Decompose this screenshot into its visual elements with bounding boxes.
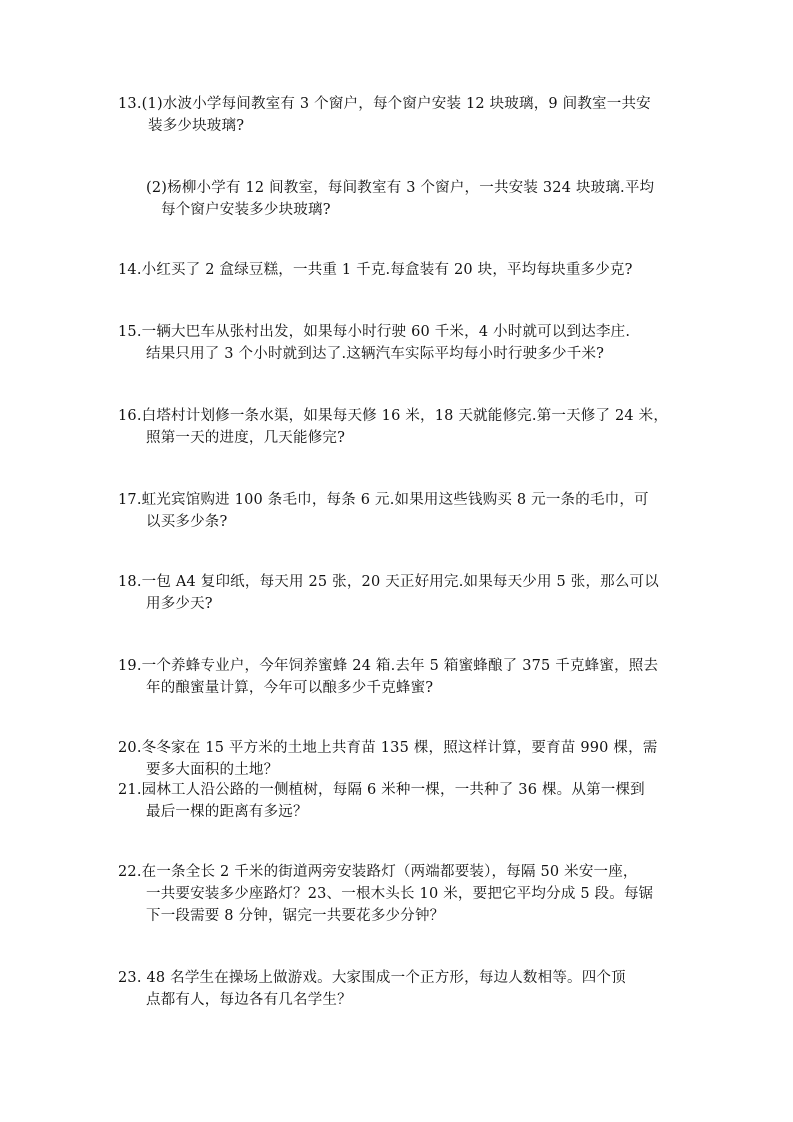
- problem-19-line-1: 19.一个养蜂专业户，今年饲养蜜蜂 24 箱.去年 5 箱蜜蜂酿了 375 千克蜂蜜，照去: [118, 658, 659, 674]
- problem-22-line-3: 下一段需要 8 分钟，锯完一共要花多少分钟？: [146, 908, 445, 924]
- problem-16-line-1: 16.白塔村计划修一条水渠，如果每天修 16 米，18 天就能修完.第一天修了 24 米，: [118, 408, 669, 424]
- problem-23-line-2: 点都有人，每边各有几名学生？: [146, 992, 352, 1008]
- problem-15-line-2: 结果只用了 3 个小时就到达了.这辆汽车实际平均每小时行驶多少千米?: [146, 346, 605, 362]
- problem-21-line-1: 21.园林工人沿公路的一侧植树，每隔 6 米种一棵，一共种了 36 棵。从第一棵到: [118, 782, 645, 798]
- problem-20-line-1: 20.冬冬家在 15 平方米的土地上共育苗 135 棵，照这样计算，要育苗 990 棵，需: [118, 740, 658, 756]
- problem-22-line-1: 22.在一条全长 2 千米的街道两旁安装路灯（两端都要装），每隔 50 米安一座，: [118, 864, 638, 880]
- problem-16-line-2: 照第一天的进度，几天能修完?: [146, 430, 346, 446]
- problem-20-line-2: 要多大面积的土地？: [146, 762, 279, 778]
- problem-13-2-line-2: 每个窗户安装多少块玻璃?: [161, 202, 331, 218]
- problem-13-1-line-1: 13.(1)水波小学每间教室有 3 个窗户，每个窗户安装 12 块玻璃，9 间教室一共安: [118, 96, 651, 112]
- problem-13-1-line-2: 装多少块玻璃?: [148, 118, 245, 134]
- problem-17-line-2: 以买多少条?: [146, 514, 228, 530]
- problem-13-2-line-1: (2)杨柳小学有 12 间教室，每间教室有 3 个窗户，一共安装 324 块玻璃.平均: [146, 180, 655, 196]
- problem-19-line-2: 年的酿蜜量计算，今年可以酿多少千克蜂蜜?: [146, 680, 434, 696]
- problem-21-line-2: 最后一棵的距离有多远？: [146, 804, 308, 820]
- problem-22-line-2: 一共要安装多少座路灯？23、一根木头长 10 米，要把它平均分成 5 段。每锯: [146, 886, 654, 902]
- problem-18-line-2: 用多少天?: [146, 596, 213, 612]
- problem-23-line-1: 23. 48 名学生在操场上做游戏。大家围成一个正方形，每边人数相等。四个顶: [118, 970, 626, 986]
- problem-18-line-1: 18.一包 A4 复印纸，每天用 25 张，20 天正好用完.如果每天少用 5 张，那么可以: [118, 574, 659, 590]
- problem-14-line-1: 14.小红买了 2 盒绿豆糕，一共重 1 千克.每盒装有 20 块，平均每块重多少克?: [118, 262, 633, 278]
- problem-15-line-1: 15.一辆大巴车从张村出发，如果每小时行驶 60 千米，4 小时就可以到达李庄.: [118, 324, 631, 340]
- problem-17-line-1: 17.虹光宾馆购进 100 条毛巾，每条 6 元.如果用这些钱购买 8 元一条的毛巾，可: [118, 492, 649, 508]
